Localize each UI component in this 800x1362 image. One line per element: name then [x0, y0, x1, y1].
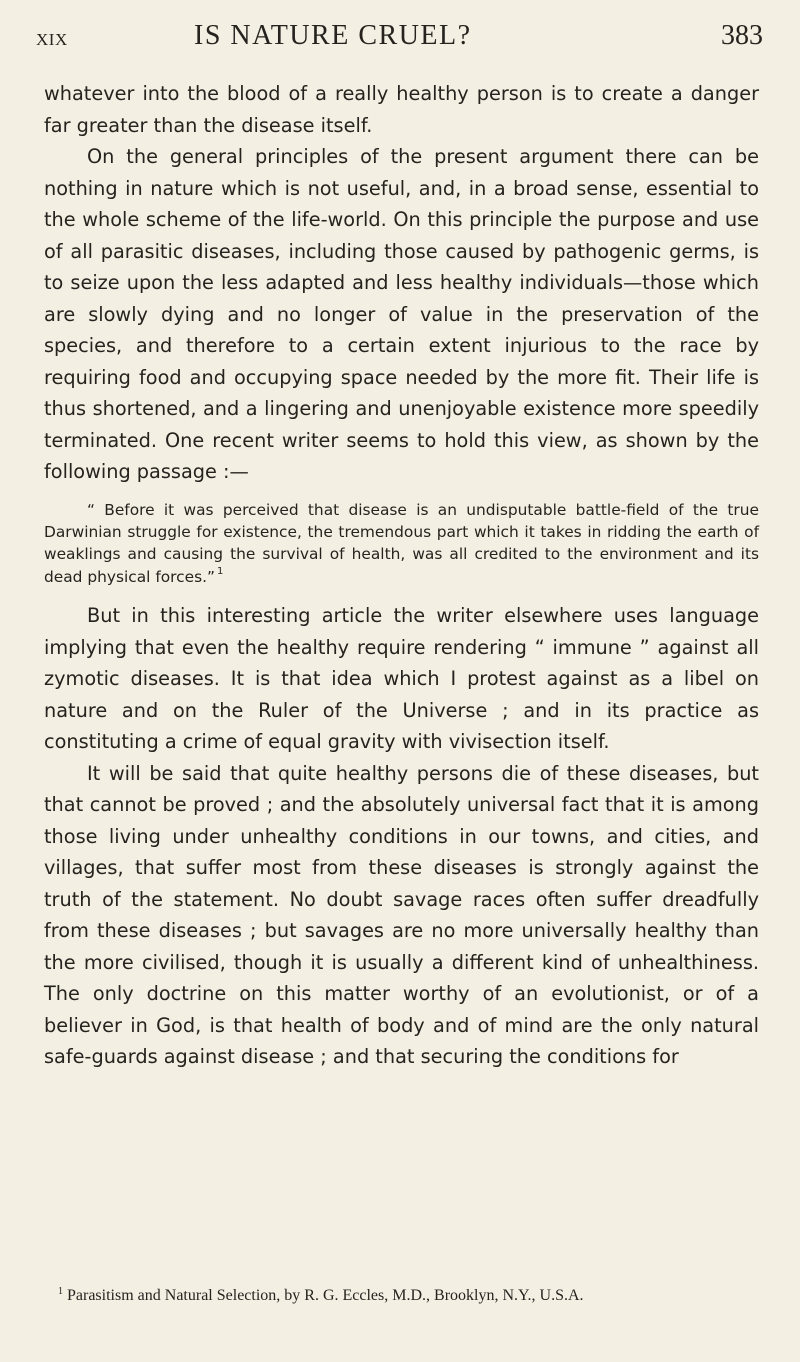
- body-text: [44, 78, 759, 1073]
- footnote-number: 1: [58, 1286, 63, 1297]
- paragraph-interesting-article: But in this interesting article the writer elsewhere uses language implying that even the healthy require rendering “ immune ” against all zymotic diseases. It is that idea which I protest against as a libel on nature and on the Ruler of the Universe ; and in its practice as constituting a crime of equal gravity with vivisection itself.: [44, 604, 759, 754]
- paragraph-general-principles: On the general principles of the present argument there can be nothing in nature which is not useful, and, in a broad sense, essential to the whole scheme of the life-world. On this principle the purpose and use of all parasitic diseases, including those caused by pathogenic germs, is to seize upon the less adapted and less healthy individuals—those which are slowly dying and no longer of value in the preservation of the species, and therefore to a certain extent injurious to the race by requiring food and occupying space needed by the more fit. Their life is thus shortened, and a lingering and unenjoyable existence more speedily terminated. One recent writer seems to hold this view, as shown by the following passage :—: [44, 145, 759, 483]
- chapter-number: XIX: [36, 30, 68, 49]
- running-header: [36, 14, 763, 54]
- footnote-reference: 1: [216, 565, 224, 577]
- quote-text: “ Before it was perceived that disease is an undisputable battle-field of the true Darwinian struggle for existence, the tremendous part which it takes in ridding the earth of weaklings and causing the survival of health, was all credited to the environment and its dead physical forces.”: [44, 500, 759, 586]
- running-title: IS NATURE CRUEL?: [194, 20, 472, 51]
- footnote-text: Parasitism and Natural Selection, by R. G. Eccles, M.D., Brooklyn, N.Y., U.S.A.: [67, 1287, 584, 1304]
- footnote: [44, 1285, 759, 1309]
- paragraph-healthy-persons: It will be said that quite healthy persons die of these diseases, but that cannot be proved ; and the absolutely universal fact that it is among those living under unhealthy conditions in our towns, and cities, and villages, that suffer most from these diseases is strongly against the truth of the statement. No doubt savage races often suffer dreadfully from these diseases ; but savages are no more universally healthy than the more civilised, though it is usually a different kind of unhealthiness. The only doctrine on this matter worthy of an evolutionist, or of a believer in God, is that health of body and of mind are the only natural safe-guards against disease ; and that securing the conditions for: [44, 761, 759, 1069]
- page-number: 383: [721, 20, 763, 51]
- paragraph-continued: whatever into the blood of a really healthy person is to create a danger far greater than the disease itself.: [44, 82, 759, 137]
- block-quote: [44, 499, 759, 592]
